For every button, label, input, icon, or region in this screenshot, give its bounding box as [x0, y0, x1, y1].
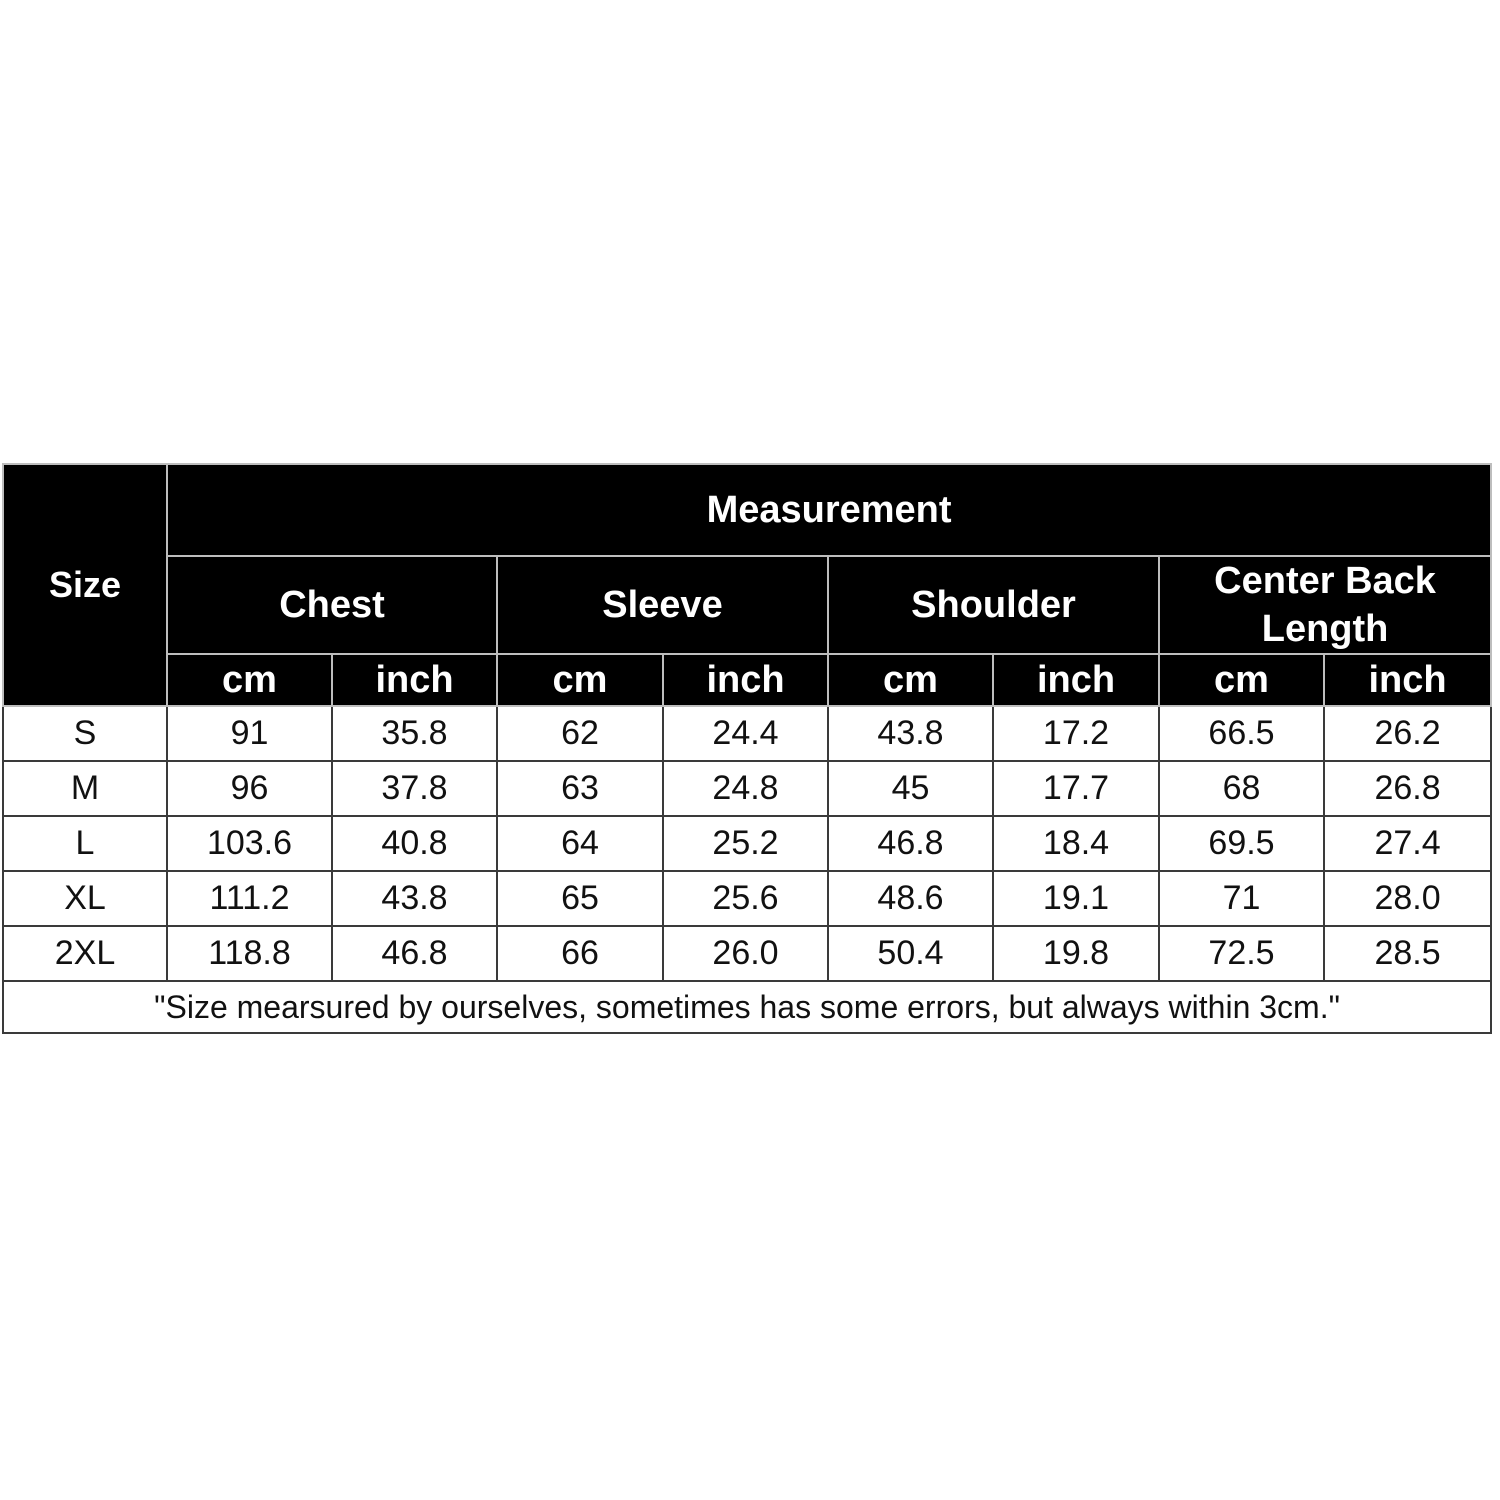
- value-cell: 48.6: [828, 871, 993, 926]
- value-cell: 63: [497, 761, 663, 816]
- value-cell: 24.8: [663, 761, 828, 816]
- unit-header: inch: [993, 654, 1159, 706]
- unit-header: inch: [332, 654, 497, 706]
- table-row: [3, 926, 1491, 981]
- value-cell: 50.4: [828, 926, 993, 981]
- value-cell: 111.2: [167, 871, 332, 926]
- group-header-shoulder: Shoulder: [828, 556, 1159, 654]
- size-cell: M: [3, 761, 167, 816]
- value-cell: 43.8: [828, 706, 993, 761]
- value-cell: 19.8: [993, 926, 1159, 981]
- value-cell: 25.6: [663, 871, 828, 926]
- value-cell: 103.6: [167, 816, 332, 871]
- note-row: [3, 981, 1491, 1033]
- size-table: [2, 463, 1492, 1034]
- value-cell: 25.2: [663, 816, 828, 871]
- value-cell: 19.1: [993, 871, 1159, 926]
- size-chart: [2, 463, 1490, 1034]
- value-cell: 65: [497, 871, 663, 926]
- value-cell: 69.5: [1159, 816, 1324, 871]
- size-cell: 2XL: [3, 926, 167, 981]
- value-cell: 66.5: [1159, 706, 1324, 761]
- header-row-groups: [3, 556, 1491, 654]
- value-cell: 17.2: [993, 706, 1159, 761]
- value-cell: 45: [828, 761, 993, 816]
- group-header-chest: Chest: [167, 556, 497, 654]
- size-header: Size: [3, 464, 167, 706]
- value-cell: 35.8: [332, 706, 497, 761]
- unit-header: inch: [663, 654, 828, 706]
- value-cell: 43.8: [332, 871, 497, 926]
- value-cell: 26.2: [1324, 706, 1491, 761]
- value-cell: 46.8: [332, 926, 497, 981]
- value-cell: 24.4: [663, 706, 828, 761]
- value-cell: 28.0: [1324, 871, 1491, 926]
- value-cell: 17.7: [993, 761, 1159, 816]
- unit-header: cm: [828, 654, 993, 706]
- measurement-header: Measurement: [167, 464, 1491, 556]
- table-row: [3, 706, 1491, 761]
- value-cell: 26.8: [1324, 761, 1491, 816]
- value-cell: 68: [1159, 761, 1324, 816]
- value-cell: 71: [1159, 871, 1324, 926]
- unit-header: cm: [497, 654, 663, 706]
- group-header-center-back-length: Center Back Length: [1159, 556, 1491, 654]
- header-row-measurement: [3, 464, 1491, 556]
- size-cell: S: [3, 706, 167, 761]
- value-cell: 46.8: [828, 816, 993, 871]
- value-cell: 91: [167, 706, 332, 761]
- size-cell: L: [3, 816, 167, 871]
- value-cell: 27.4: [1324, 816, 1491, 871]
- unit-header: cm: [1159, 654, 1324, 706]
- value-cell: 66: [497, 926, 663, 981]
- value-cell: 62: [497, 706, 663, 761]
- value-cell: 28.5: [1324, 926, 1491, 981]
- value-cell: 72.5: [1159, 926, 1324, 981]
- table-row: [3, 816, 1491, 871]
- table-row: [3, 761, 1491, 816]
- value-cell: 64: [497, 816, 663, 871]
- value-cell: 26.0: [663, 926, 828, 981]
- header-row-units: [3, 654, 1491, 706]
- value-cell: 118.8: [167, 926, 332, 981]
- value-cell: 96: [167, 761, 332, 816]
- table-row: [3, 871, 1491, 926]
- value-cell: 37.8: [332, 761, 497, 816]
- unit-header: inch: [1324, 654, 1491, 706]
- value-cell: 40.8: [332, 816, 497, 871]
- size-note: "Size mearsured by ourselves, sometimes has some errors, but always within 3cm.": [3, 981, 1491, 1033]
- size-cell: XL: [3, 871, 167, 926]
- group-header-sleeve: Sleeve: [497, 556, 828, 654]
- unit-header: cm: [167, 654, 332, 706]
- value-cell: 18.4: [993, 816, 1159, 871]
